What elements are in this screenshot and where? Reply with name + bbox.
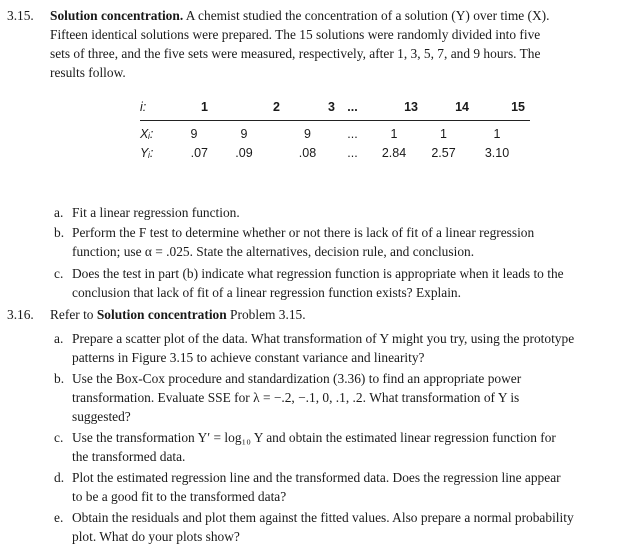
item-label: c.	[54, 430, 64, 445]
table-cell: 1	[493, 127, 501, 141]
item-label: b.	[54, 371, 65, 386]
item-label: e.	[54, 510, 64, 525]
item-label: c.	[54, 266, 64, 281]
intro-line: sets of three, and the five sets were measured, respectively, after 1, 3, 5, 7, and 9 hours. The	[50, 46, 541, 61]
table-cell: 2	[273, 100, 280, 114]
table-cell: .08	[298, 146, 317, 160]
problem-number: 3.15.	[7, 8, 34, 23]
table-cell: ...	[347, 100, 358, 114]
item-line: Prepare a scatter plot of the data. What transformation of Y might you try, using the prototype	[72, 331, 575, 346]
item-line: function; use α = .025. State the alternatives, decision rule, and conclusion.	[72, 244, 475, 259]
item-line: transformation. Evaluate SSE for λ = −.2, −.1, 0, .1, .2. What transformation of Y is	[72, 390, 520, 405]
row-label: Yᵢ:	[140, 146, 154, 160]
intro-line: Fifteen identical solutions were prepared. The 15 solutions were randomly divided into five	[50, 27, 541, 42]
item-line: suggested?	[72, 409, 131, 424]
problem-number: 3.16.	[7, 307, 34, 322]
intro-line: A chemist studied the concentration of a solution (Y) over time (X).	[185, 8, 550, 23]
table-cell: 2.57	[431, 146, 456, 160]
table-cell: 13	[404, 100, 418, 114]
table-row-y	[140, 144, 525, 163]
problem-title: Solution concentration.	[50, 8, 184, 23]
item-line: Obtain the residuals and plot them against the fitted values. Also prepare a normal probability	[72, 510, 574, 525]
table-cell: 2.84	[381, 146, 407, 160]
table-cell: 14	[455, 100, 469, 114]
table-cell: 1	[390, 127, 398, 141]
table-cell: ...	[347, 127, 358, 141]
item-label: d.	[54, 470, 65, 485]
problem-intro: Refer to Solution concentration Problem 3.15.	[50, 307, 306, 322]
table-cell: 9	[240, 127, 248, 141]
table-cell: 1	[440, 127, 447, 141]
row-label: i:	[140, 100, 147, 114]
table-cell: 3.10	[484, 146, 510, 160]
table-cell: 9	[190, 127, 198, 141]
row-label: Xᵢ:	[140, 127, 154, 141]
item-label: b.	[54, 225, 65, 240]
data-table	[140, 98, 525, 163]
table-cell: 3	[328, 100, 335, 114]
table-cell: 9	[304, 127, 311, 141]
item-line: Does the test in part (b) indicate what regression function is appropriate when it leads to the	[72, 266, 564, 281]
table-cell: .09	[235, 146, 253, 160]
problem-intro	[50, 6, 630, 82]
item-line: Use the transformation Y′ = log₁₀ Y and obtain the estimated linear regression function for	[72, 430, 556, 445]
item-line: Plot the estimated regression line and the transformed data. Does the regression line appear	[72, 470, 561, 485]
intro-line: results follow.	[50, 65, 126, 80]
table-cell: 15	[511, 100, 525, 114]
table-cell: 1	[201, 100, 208, 114]
item-line: to be a good fit to the transformed data?	[72, 489, 287, 504]
item-line: patterns in Figure 3.15 to achieve constant variance and linearity?	[72, 350, 425, 365]
table-divider	[140, 120, 530, 121]
problem-ref: Solution concentration	[96, 307, 227, 322]
item-line: the transformed data.	[72, 449, 186, 464]
item-line: Perform the F test to determine whether or not there is lack of fit of a linear regression	[72, 225, 535, 240]
item-label: a.	[54, 331, 64, 346]
table-cell: .07	[190, 146, 208, 160]
table-row-x	[140, 125, 525, 144]
item-line: plot. What do your plots show?	[72, 529, 240, 544]
item-line: Use the Box-Cox procedure and standardization (3.36) to find an appropriate power	[72, 371, 522, 386]
table-cell: ...	[347, 146, 358, 160]
item-label: a.	[54, 205, 64, 220]
item-line: conclusion that lack of fit of a linear regression function exists? Explain.	[72, 285, 461, 300]
table-row-index	[140, 98, 525, 117]
item-line: Fit a linear regression function.	[72, 205, 240, 220]
